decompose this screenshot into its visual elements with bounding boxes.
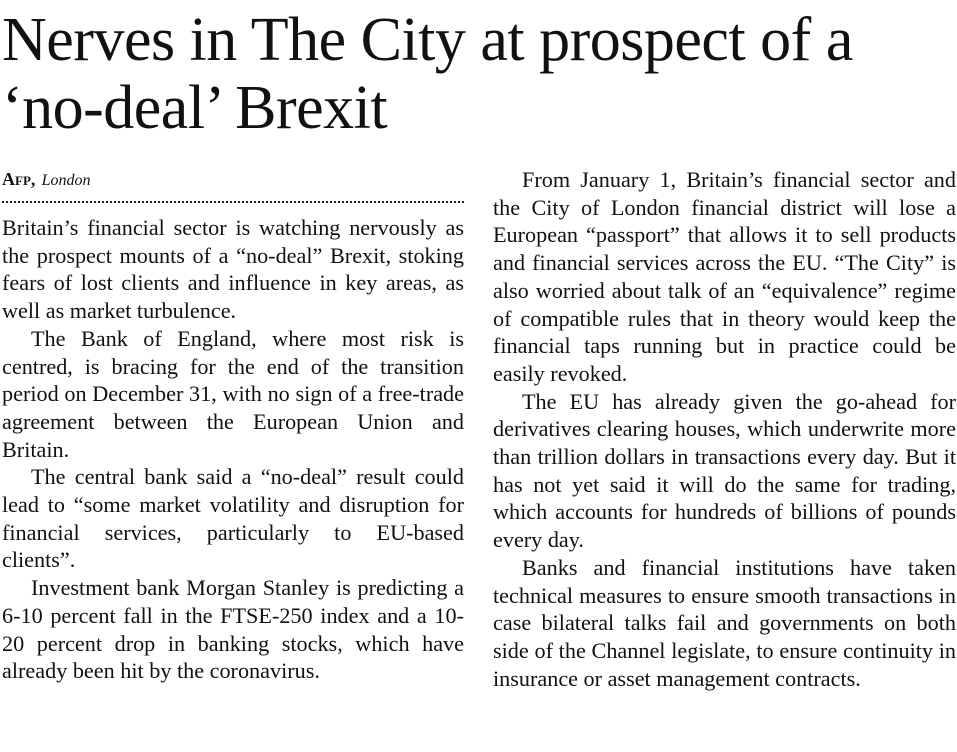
paragraph: Britain’s financial sector is watching nervously as the prospect mounts of a “no-deal” Brexit, stoking fears of lost clients and influence in key areas, as well as market turbulence. — [2, 215, 464, 324]
byline-agency: Afp, — [2, 169, 36, 189]
byline-location: London — [41, 172, 91, 189]
headline: Nerves in The City at prospect of a ‘no-deal’ Brexit — [2, 6, 853, 142]
paragraph: The central bank said a “no-deal” result could lead to “some market volatility and disruption for financial services, particularly to EU-based clients”. — [2, 464, 464, 573]
article-column-left — [2, 214, 464, 685]
byline-divider — [2, 201, 464, 203]
paragraph: Investment bank Morgan Stanley is predicting a 6-10 percent fall in the FTSE-250 index and a 10-20 percent drop in banking stocks, which have already been hit by the coronavirus. — [2, 575, 464, 684]
paragraph: The Bank of England, where most risk is centred, is bracing for the end of the transition period on December 31, with no sign of a free-trade agreement between the European Union and Britain. — [2, 325, 464, 462]
paragraph: The EU has already given the go-ahead for derivatives clearing houses, which underwrite more than trillion dollars in transactions every day. But it has not yet said it will do the same for trading, which accounts for hundreds of billions of pounds every day. — [493, 388, 956, 553]
article-column-right — [493, 166, 956, 692]
paragraph: Banks and financial institutions have taken technical measures to ensure smooth transactions in case bilateral talks fail and governments on both side of the Channel legislate, to ensure continuity in insurance or asset management contracts. — [493, 554, 956, 691]
paragraph: From January 1, Britain’s financial sector and the City of London financial district will lose a European “passport” that allows it to sell products and financial services across the EU. “The City” is also worried about talk of an “equivalence” regime of compatible rules that in theory would keep the financial taps running but in practice could be easily revoked. — [493, 167, 956, 386]
byline — [2, 169, 464, 191]
